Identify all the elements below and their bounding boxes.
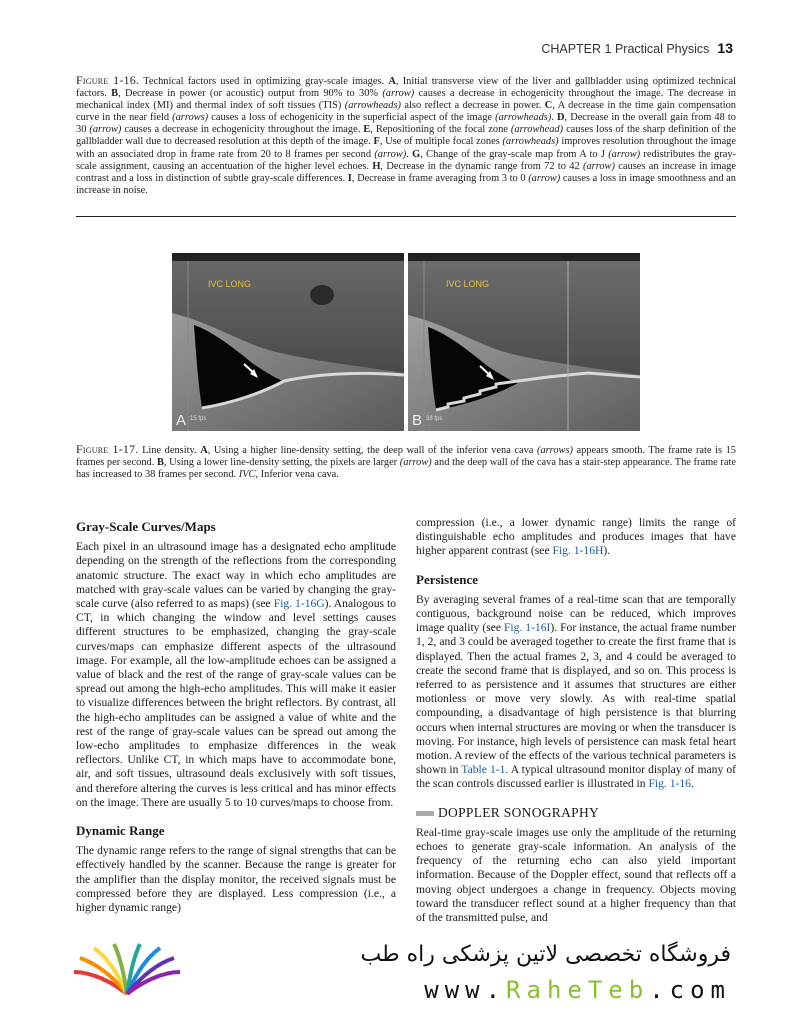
panel-letter-b: B — [412, 412, 423, 429]
website-url[interactable] — [424, 976, 731, 1004]
section-heading-text: DOPPLER SONOGRAPHY — [438, 804, 600, 820]
ultrasound-image-b — [408, 253, 640, 431]
figure-17-caption — [76, 443, 736, 481]
page-number: 13 — [717, 40, 733, 56]
ultrasound-image-a — [172, 253, 404, 431]
ivc-long-label-a: IVC LONG — [208, 279, 252, 289]
section-bar-icon — [416, 811, 434, 816]
url-suffix: .com — [649, 976, 731, 1004]
chapter-title: CHAPTER 1 Practical Physics — [541, 42, 710, 56]
figure-17-label: Figure 1-17. — [76, 442, 139, 456]
paragraph-dynamic-range: The dynamic range refers to the range of signal strengths that can be effectively handled by the scanner. Because the range is greater for the amplifier than the display monitor, the received signals must be compressed before they are displayed. Less compression (i.e., a higher dynamic range) — [76, 844, 396, 915]
ultrasound-panel-a — [172, 253, 404, 431]
paragraph-dynamic-range-cont: compression (i.e., a lower dynamic range) limits the range of distinguishable echo amplitudes and produces images that have higher apparent contrast (see Fig. 1-16H). — [416, 516, 736, 558]
paragraph-doppler: Real-time gray-scale images use only the amplitude of the returning echoes to generate gray-scale information. An analysis of the frequency of the returning echo can also yield important information. Because of the Doppler effect, sound that reflects off a moving object undergoes a change in frequency. Objects moving toward the transducer reflect sound at a higher frequency than that of the transmitted pulse, and — [416, 825, 736, 925]
book-logo-icon — [72, 942, 182, 998]
watermark-banner — [0, 932, 789, 1010]
right-column — [416, 516, 736, 925]
heading-gray-scale-curves: Gray-Scale Curves/Maps — [76, 519, 216, 534]
url-prefix: www. — [424, 976, 507, 1004]
paragraph-persistence: By averaging several frames of a real-time scan that are temporally contiguous, background noise can be reduced, which improves image quality (see Fig. 1-16I). For instance, the actual frame number 1, 2, and 3 could be averaged together to create the first frame that is displayed. Then the actual frames 2, 3, and 4 could be averaged to create the second frame that is displayed, and so on. This process is referred to as persistence and it assumes that structures are either motionless or move very slowly. As with real-time spatial compounding, a disadvantage of high persistence is that blurring occurs when internal structures are moving or when the transducer is moving. For instance, high levels of persistence can mask fetal heart motion. A review of the effects of the various technical parameters is shown in Table 1-1. A typical ultrasound monitor display of many of the scan controls discussed earlier is illustrated in Fig. 1-16. — [416, 592, 736, 791]
heading-dynamic-range: Dynamic Range — [76, 823, 165, 839]
frame-rate-b: 38 fps — [426, 416, 443, 422]
section-divider — [76, 216, 736, 217]
running-head — [541, 40, 733, 56]
left-column — [76, 520, 396, 915]
figure-17-caption-text: Line density. A, Using a higher line-density setting, the deep wall of the inferior vena cava (arrows) appears smooth. The frame rate is 15 frames per second. B, Using a lower line-density setting, the pixels are larger (arrow) and the deep wall of the cava has a stair-step appearance. The frame rate has increased to 38 frames per second. IVC, Inferior vena cava. — [76, 445, 736, 481]
persian-store-name: فروشگاه تخصصی لاتین پزشکی راه طب — [360, 942, 731, 967]
frame-rate-a: 15 fps — [190, 416, 207, 422]
section-heading-doppler — [416, 806, 736, 820]
url-highlight: RaheTeb — [506, 976, 650, 1004]
figure-16-caption — [76, 74, 736, 197]
ivc-long-label-b: IVC LONG — [446, 279, 490, 289]
panel-letter-a: A — [176, 412, 187, 429]
figure-16-label: Figure 1-16. — [76, 73, 140, 87]
heading-persistence: Persistence — [416, 571, 479, 587]
figure-16-caption-text: Technical factors used in optimizing gray-scale images. A, Initial transverse view of the liver and gallbladder using optimized technical factors. B, Decrease in power (or acoustic) output from 90% to 30% (arrow) causes a decrease in echogenicity throughout the image. The decrease in mechanical index (MI) and thermal index of soft tissues (TIS) (arrowheads) also reflect a decrease in power. C, A decrease in the time gain compensation curve in the near field (arrows) causes a loss of echogenicity in the superficial aspect of the image (arrowheads). D, Decrease in the overall gain from 48 to 30 (arrow) causes a decrease in echogenicity throughout the image. E, Repositioning of the focal zone (arrowhead) causes loss of the sharp definition of the gallbladder wall due to decreased resolution at this depth of the image. F, Use of multiple focal zones (arrowheads) improves resolution throughout the image with an associated drop in frame rate from 20 to 8 frames per second (arrow). G, Change of the gray-scale map from A to J (arrow) redistributes the gray-scale assignment, causing an accentuation of the higher level echoes. H, Decrease in the dynamic range from 72 to 42 (arrow) causes an increase in image contrast and a loss in distinction of subtle gray-scale differences. I, Decrease in frame averaging from 3 to 0 (arrow) causes a loss in image smoothness and an increase in noise. — [76, 76, 737, 196]
ultrasound-panel-b — [408, 253, 640, 431]
paragraph-gray-scale-curves: Each pixel in an ultrasound image has a designated echo amplitude depending on the strength of the reflections from the corresponding anatomic structure. The exact way in which echo amplitudes are matched with gray-scale values can be varied by changing the gray-scale curve (also referred to as maps) (see Fig. 1-16G). Analogous to CT, in which changing the window and level settings causes different structures to be emphasized, changing the gray-scale curves/maps can emphasize different aspects of the ultrasound image. For example, all the low-amplitude echoes can be assigned a value of black and the rest of the range of gray-scale values can be spread out among the high-echo amplitudes. This will make it easier to visualize differences between the bright reflectors. By contrast, all the high-echo amplitudes can be assigned a value of white and the rest of the range of gray-scale values can be spread out among the low-echo amplitudes to emphasize differences in the weak reflectors. Unlike CT, in which maps have to accommodate bone, air, and soft tissues, ultrasound deals exclusively with soft tissues, and therefore altering the curves is less critical and has minor effects on the image. There are usually 5 to 10 curves/maps to choose from. — [76, 540, 397, 809]
